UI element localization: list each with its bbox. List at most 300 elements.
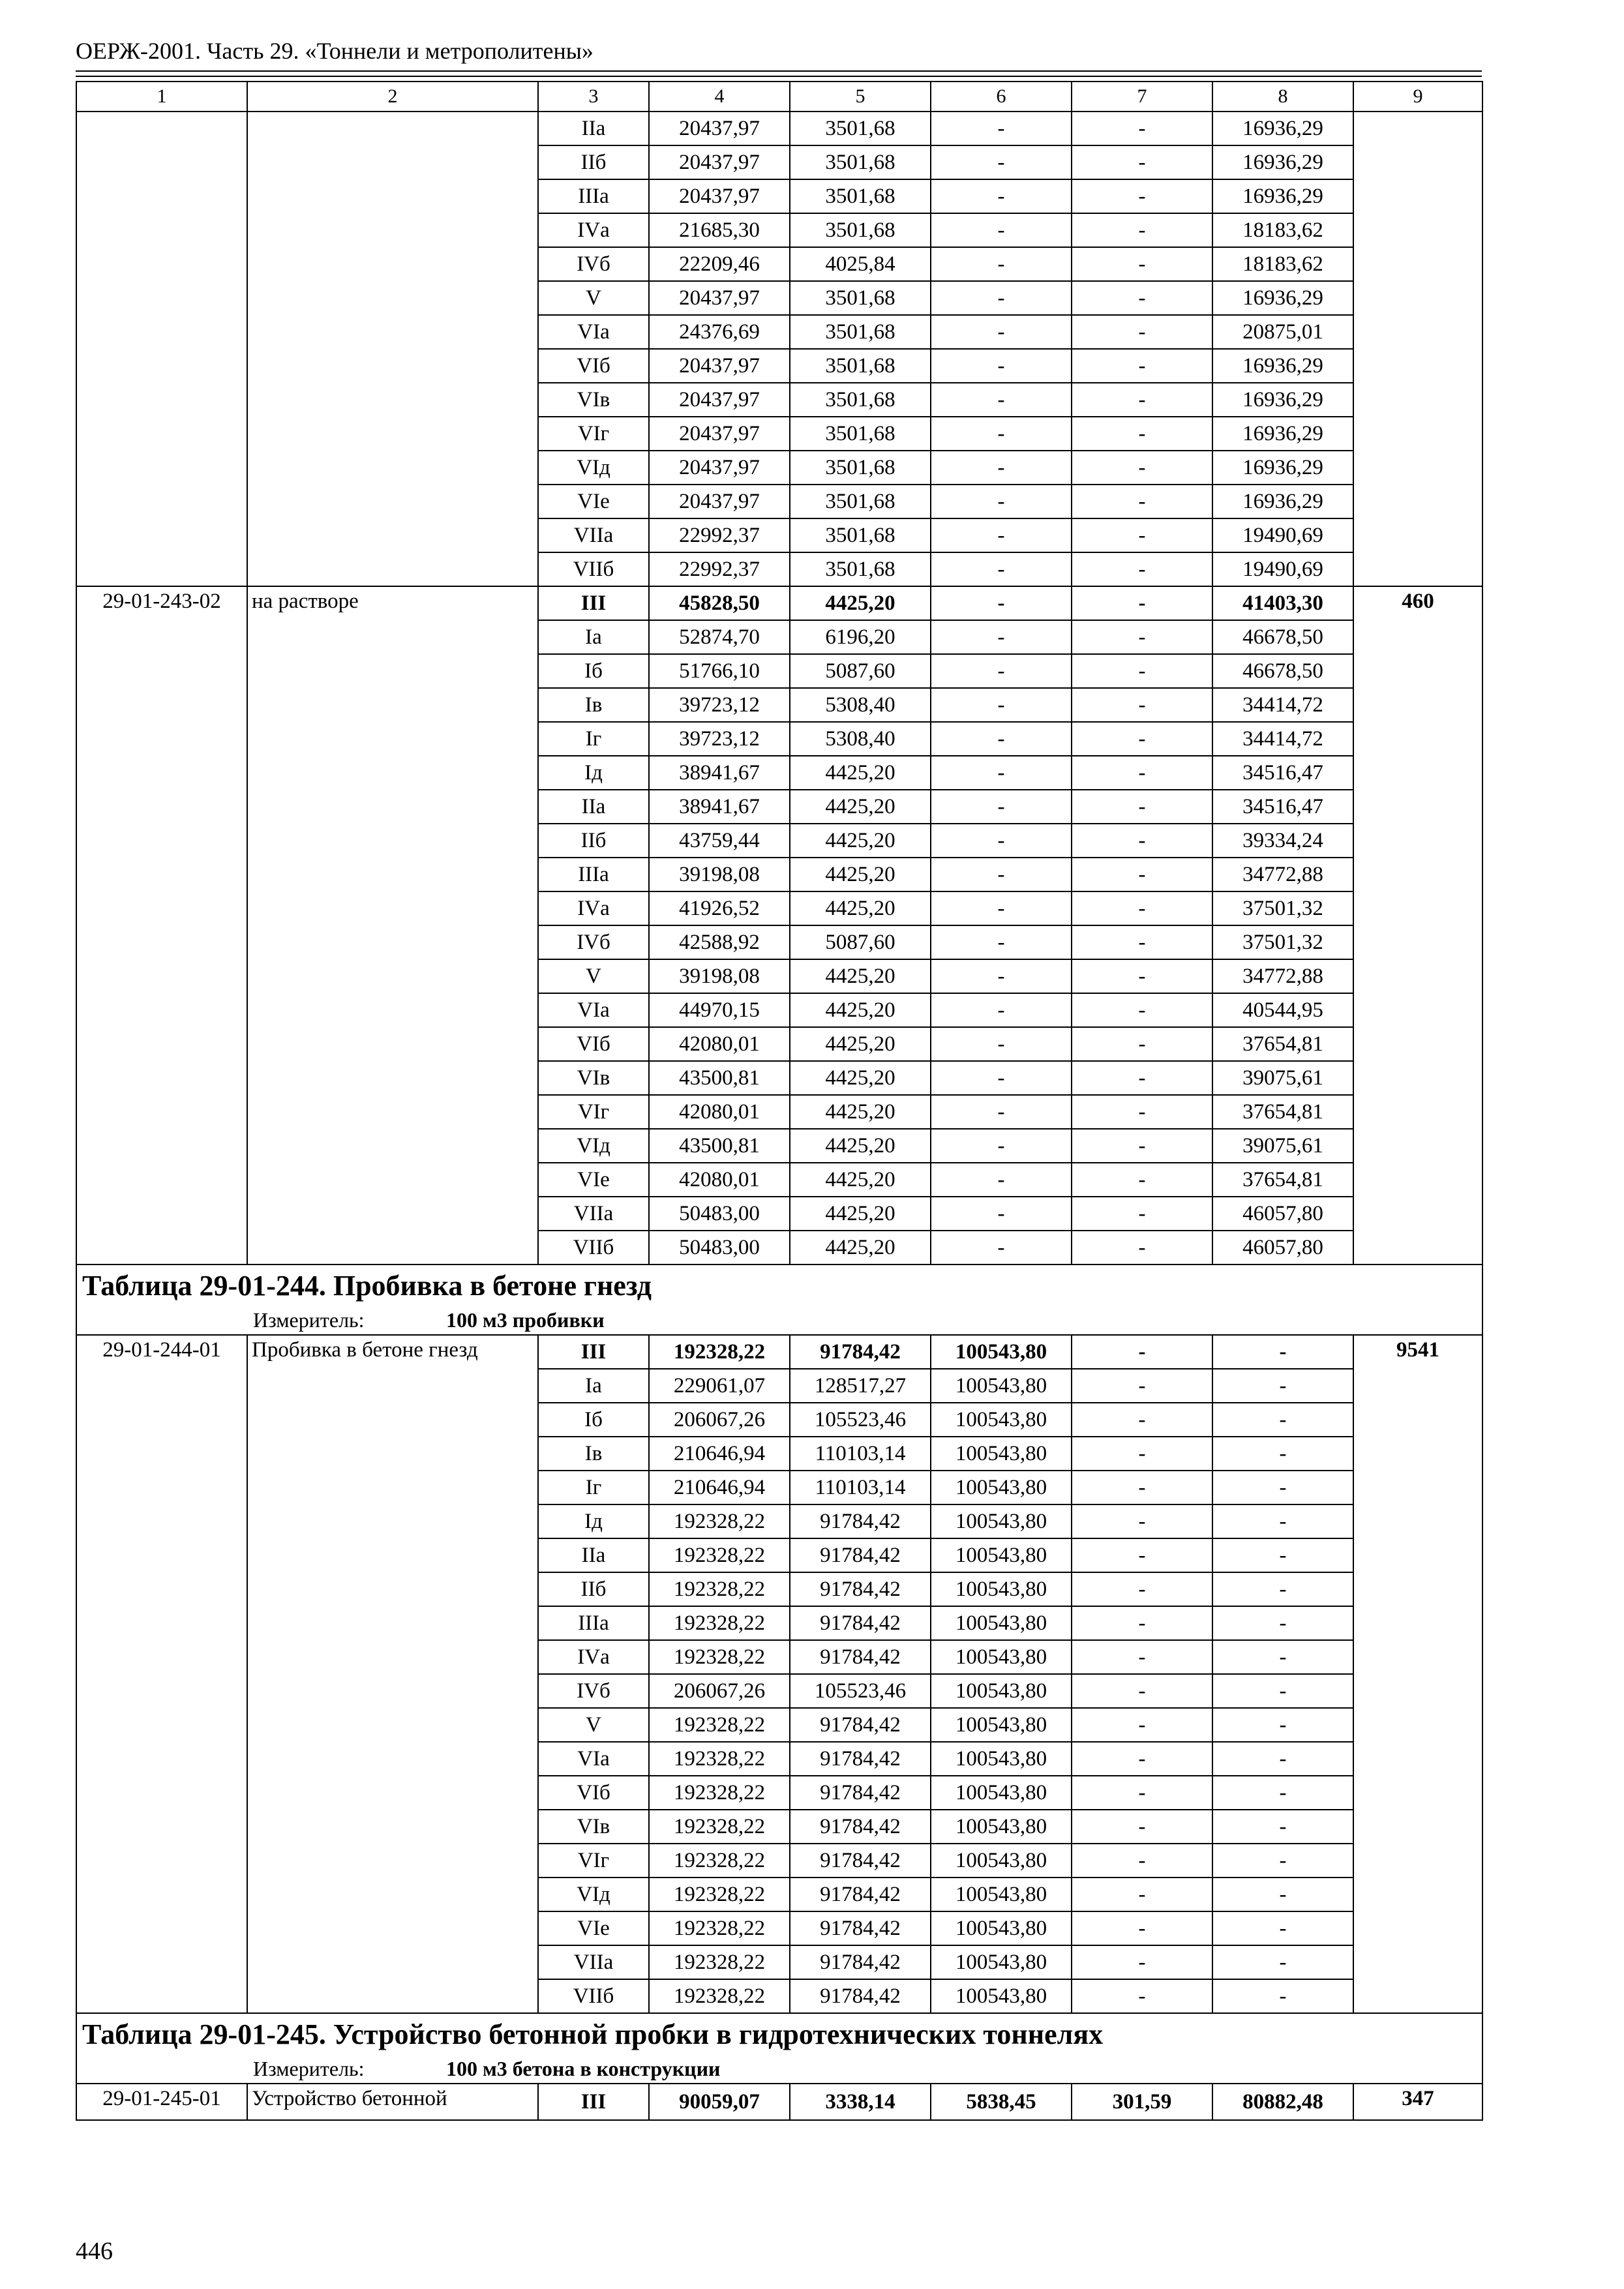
value-cell: 91784,42 xyxy=(790,1878,931,1911)
value-cell: - xyxy=(1072,1810,1212,1844)
value-cell: - xyxy=(1072,552,1212,586)
value-cell: - xyxy=(1072,112,1212,145)
value-cell: - xyxy=(1072,891,1212,925)
value-cell: 100543,80 xyxy=(931,1742,1072,1776)
page-number: 446 xyxy=(76,2237,113,2265)
rate-description: Пробивка в бетоне гнезд xyxy=(247,1335,538,2013)
labor-cost: 9541 xyxy=(1353,1335,1482,2013)
value-cell: 41403,30 xyxy=(1212,586,1353,620)
value-cell: - xyxy=(1072,451,1212,485)
value-cell: 46057,80 xyxy=(1212,1197,1353,1231)
value-cell: 20437,97 xyxy=(649,179,790,213)
table-title-row xyxy=(76,2013,1482,2054)
value-cell: - xyxy=(931,1129,1072,1163)
value-cell: 100543,80 xyxy=(931,1369,1072,1403)
value-cell: 3501,68 xyxy=(790,485,931,518)
value-cell: 34516,47 xyxy=(1212,790,1353,824)
zone-cell: IVа xyxy=(538,1640,649,1674)
value-cell: 91784,42 xyxy=(790,1606,931,1640)
value-cell: 192328,22 xyxy=(649,1504,790,1538)
measure-label: Измеритель: xyxy=(253,2056,365,2080)
value-cell: - xyxy=(1072,1742,1212,1776)
value-cell: 5308,40 xyxy=(790,722,931,756)
value-cell: - xyxy=(931,145,1072,179)
value-cell: 105523,46 xyxy=(790,1403,931,1437)
value-cell: 50483,00 xyxy=(649,1231,790,1264)
value-cell: 192328,22 xyxy=(649,1810,790,1844)
value-cell: 90059,07 xyxy=(649,2084,790,2120)
value-cell: - xyxy=(931,417,1072,451)
value-cell: 3501,68 xyxy=(790,213,931,247)
measure-label: Измеритель: xyxy=(253,1308,365,1332)
value-cell: 4025,84 xyxy=(790,247,931,281)
value-cell: 100543,80 xyxy=(931,1911,1072,1945)
value-cell: - xyxy=(1072,1674,1212,1708)
value-cell: 16936,29 xyxy=(1212,485,1353,518)
value-cell: 4425,20 xyxy=(790,993,931,1027)
zone-cell: VIд xyxy=(538,1878,649,1911)
value-cell: - xyxy=(931,179,1072,213)
value-cell: 37501,32 xyxy=(1212,891,1353,925)
value-cell: 18183,62 xyxy=(1212,213,1353,247)
measure-row xyxy=(76,1306,1482,1335)
value-cell: - xyxy=(1072,1061,1212,1095)
zone-cell: VIIа xyxy=(538,1945,649,1979)
value-cell: - xyxy=(1212,1742,1353,1776)
value-cell: 39723,12 xyxy=(649,722,790,756)
rate-code: 29-01-243-02 xyxy=(76,586,247,1264)
value-cell: - xyxy=(1212,1403,1353,1437)
value-cell: 3501,68 xyxy=(790,145,931,179)
value-cell: 16936,29 xyxy=(1212,281,1353,315)
labor-cost: 347 xyxy=(1353,2084,1482,2120)
value-cell: - xyxy=(1072,145,1212,179)
value-cell: - xyxy=(931,756,1072,790)
zone-cell: IIIа xyxy=(538,1606,649,1640)
value-cell: - xyxy=(931,112,1072,145)
value-cell: - xyxy=(931,518,1072,552)
zone-cell: VIIб xyxy=(538,552,649,586)
value-cell: 38941,67 xyxy=(649,756,790,790)
value-cell: 301,59 xyxy=(1072,2084,1212,2120)
value-cell: - xyxy=(1072,1979,1212,2013)
value-cell: 5308,40 xyxy=(790,688,931,722)
value-cell: 46057,80 xyxy=(1212,1231,1353,1264)
value-cell: 20437,97 xyxy=(649,383,790,417)
value-cell: - xyxy=(1212,1810,1353,1844)
zone-cell: VIб xyxy=(538,1776,649,1810)
value-cell: 80882,48 xyxy=(1212,2084,1353,2120)
value-cell: 3501,68 xyxy=(790,451,931,485)
zone-cell: VIд xyxy=(538,451,649,485)
value-cell: 46678,50 xyxy=(1212,654,1353,688)
value-cell: - xyxy=(1072,1335,1212,1369)
value-cell: 192328,22 xyxy=(649,1606,790,1640)
column-number: 6 xyxy=(931,82,1072,112)
value-cell: 39334,24 xyxy=(1212,824,1353,858)
value-cell: - xyxy=(1072,790,1212,824)
value-cell: 43500,81 xyxy=(649,1061,790,1095)
value-cell: - xyxy=(1072,1095,1212,1129)
value-cell: 210646,94 xyxy=(649,1437,790,1471)
value-cell: 91784,42 xyxy=(790,1538,931,1572)
column-number: 9 xyxy=(1353,82,1482,112)
value-cell: 91784,42 xyxy=(790,1640,931,1674)
header-rule xyxy=(76,70,1482,72)
value-cell: 192328,22 xyxy=(649,1538,790,1572)
value-cell: - xyxy=(1072,383,1212,417)
value-cell: 91784,42 xyxy=(790,1979,931,2013)
value-cell: 4425,20 xyxy=(790,586,931,620)
value-cell: - xyxy=(1212,1945,1353,1979)
value-cell: 100543,80 xyxy=(931,1640,1072,1674)
value-cell: - xyxy=(1072,518,1212,552)
value-cell: 3501,68 xyxy=(790,383,931,417)
value-cell: - xyxy=(1072,1163,1212,1197)
value-cell: - xyxy=(1212,1776,1353,1810)
value-cell: - xyxy=(1072,485,1212,518)
value-cell: - xyxy=(1212,1878,1353,1911)
zone-cell: VIг xyxy=(538,1095,649,1129)
value-cell: - xyxy=(931,451,1072,485)
value-cell: 100543,80 xyxy=(931,1945,1072,1979)
value-cell: 4425,20 xyxy=(790,1061,931,1095)
value-cell: 91784,42 xyxy=(790,1776,931,1810)
value-cell: - xyxy=(1072,1027,1212,1061)
measure-unit: 100 м3 пробивки xyxy=(446,1308,605,1332)
value-cell: 39198,08 xyxy=(649,959,790,993)
value-cell: - xyxy=(931,654,1072,688)
value-cell: 16936,29 xyxy=(1212,417,1353,451)
zone-cell: IIа xyxy=(538,1538,649,1572)
value-cell: - xyxy=(931,552,1072,586)
rate-description: Устройство бетонной xyxy=(247,2084,538,2120)
zone-cell: VIг xyxy=(538,1844,649,1878)
value-cell: - xyxy=(1072,213,1212,247)
value-cell: - xyxy=(1072,925,1212,959)
value-cell: - xyxy=(1072,1878,1212,1911)
value-cell: 20437,97 xyxy=(649,349,790,383)
header-rule xyxy=(76,76,1482,77)
zone-cell: VIIа xyxy=(538,1197,649,1231)
zone-cell: VIв xyxy=(538,383,649,417)
zone-cell: Iг xyxy=(538,722,649,756)
value-cell: - xyxy=(1072,1197,1212,1231)
value-cell: 192328,22 xyxy=(649,1878,790,1911)
zone-cell: Iг xyxy=(538,1471,649,1504)
zone-cell: Iд xyxy=(538,1504,649,1538)
value-cell: 91784,42 xyxy=(790,1708,931,1742)
value-cell: - xyxy=(1072,349,1212,383)
value-cell: - xyxy=(1072,1437,1212,1471)
value-cell: - xyxy=(1072,1231,1212,1264)
value-cell: - xyxy=(1072,1369,1212,1403)
value-cell: 206067,26 xyxy=(649,1674,790,1708)
value-cell: 4425,20 xyxy=(790,1129,931,1163)
value-cell: 100543,80 xyxy=(931,1572,1072,1606)
value-cell: 91784,42 xyxy=(790,1810,931,1844)
measure-unit: 100 м3 бетона в конструкции xyxy=(446,2056,721,2080)
value-cell: 24376,69 xyxy=(649,315,790,349)
value-cell: 37654,81 xyxy=(1212,1095,1353,1129)
value-cell: 46678,50 xyxy=(1212,620,1353,654)
value-cell: 4425,20 xyxy=(790,891,931,925)
value-cell: 100543,80 xyxy=(931,1437,1072,1471)
value-cell: - xyxy=(931,824,1072,858)
zone-cell: Iа xyxy=(538,1369,649,1403)
value-cell: - xyxy=(1072,315,1212,349)
value-cell: 22992,37 xyxy=(649,552,790,586)
value-cell: 20437,97 xyxy=(649,451,790,485)
zone-cell: IIIа xyxy=(538,858,649,891)
value-cell: 4425,20 xyxy=(790,790,931,824)
measure-cell xyxy=(76,2054,1482,2084)
zone-cell: VIб xyxy=(538,1027,649,1061)
value-cell: 4425,20 xyxy=(790,1027,931,1061)
value-cell: - xyxy=(1072,1844,1212,1878)
value-cell: 91784,42 xyxy=(790,1844,931,1878)
measure-row xyxy=(76,2054,1482,2084)
value-cell: 37654,81 xyxy=(1212,1027,1353,1061)
value-cell: - xyxy=(1072,993,1212,1027)
value-cell: 39075,61 xyxy=(1212,1129,1353,1163)
value-cell: 3501,68 xyxy=(790,281,931,315)
value-cell: 100543,80 xyxy=(931,1538,1072,1572)
table-row xyxy=(76,112,1482,145)
value-cell: - xyxy=(1072,1911,1212,1945)
value-cell: - xyxy=(1072,1403,1212,1437)
value-cell: 210646,94 xyxy=(649,1471,790,1504)
column-number: 5 xyxy=(790,82,931,112)
value-cell: 192328,22 xyxy=(649,1335,790,1369)
column-number: 4 xyxy=(649,82,790,112)
value-cell: - xyxy=(1072,179,1212,213)
value-cell: 42588,92 xyxy=(649,925,790,959)
zone-cell: IVб xyxy=(538,925,649,959)
value-cell: 41926,52 xyxy=(649,891,790,925)
value-cell: 4425,20 xyxy=(790,1095,931,1129)
zone-cell: Iб xyxy=(538,654,649,688)
value-cell: - xyxy=(931,858,1072,891)
value-cell: 34516,47 xyxy=(1212,756,1353,790)
zone-cell: V xyxy=(538,1708,649,1742)
table-row xyxy=(76,1335,1482,1369)
value-cell: 100543,80 xyxy=(931,1979,1072,2013)
value-cell: - xyxy=(1072,1776,1212,1810)
value-cell: - xyxy=(1072,281,1212,315)
zone-cell: III xyxy=(538,1335,649,1369)
value-cell: - xyxy=(1072,620,1212,654)
value-cell: 42080,01 xyxy=(649,1027,790,1061)
value-cell: 21685,30 xyxy=(649,213,790,247)
value-cell: 100543,80 xyxy=(931,1606,1072,1640)
value-cell: 128517,27 xyxy=(790,1369,931,1403)
value-cell: 100543,80 xyxy=(931,1403,1072,1437)
value-cell: 105523,46 xyxy=(790,1674,931,1708)
column-number: 8 xyxy=(1212,82,1353,112)
value-cell: 22209,46 xyxy=(649,247,790,281)
zone-cell: VIа xyxy=(538,1742,649,1776)
zone-cell: Iд xyxy=(538,756,649,790)
rate-code: 29-01-245-01 xyxy=(76,2084,247,2120)
zone-cell: VIд xyxy=(538,1129,649,1163)
value-cell: - xyxy=(1072,1606,1212,1640)
value-cell: 20437,97 xyxy=(649,485,790,518)
column-number: 2 xyxy=(247,82,538,112)
value-cell: - xyxy=(931,1163,1072,1197)
value-cell: - xyxy=(931,891,1072,925)
value-cell: - xyxy=(1072,688,1212,722)
value-cell: - xyxy=(1072,1640,1212,1674)
value-cell: - xyxy=(931,959,1072,993)
value-cell: - xyxy=(1212,1979,1353,2013)
value-cell: 206067,26 xyxy=(649,1403,790,1437)
zone-cell: VIе xyxy=(538,485,649,518)
value-cell: 39198,08 xyxy=(649,858,790,891)
value-cell: 20437,97 xyxy=(649,145,790,179)
value-cell: - xyxy=(1212,1708,1353,1742)
zone-cell: VIа xyxy=(538,315,649,349)
value-cell: 100543,80 xyxy=(931,1674,1072,1708)
value-cell: 3501,68 xyxy=(790,518,931,552)
value-cell: 91784,42 xyxy=(790,1945,931,1979)
rate-code xyxy=(76,112,247,586)
value-cell: - xyxy=(1072,824,1212,858)
value-cell: 16936,29 xyxy=(1212,383,1353,417)
value-cell: 100543,80 xyxy=(931,1878,1072,1911)
value-cell: 5087,60 xyxy=(790,654,931,688)
value-cell: - xyxy=(931,1027,1072,1061)
value-cell: - xyxy=(931,620,1072,654)
rate-description xyxy=(247,112,538,586)
value-cell: - xyxy=(931,315,1072,349)
value-cell: 37654,81 xyxy=(1212,1163,1353,1197)
value-cell: 22992,37 xyxy=(649,518,790,552)
zone-cell: Iв xyxy=(538,688,649,722)
value-cell: 192328,22 xyxy=(649,1911,790,1945)
value-cell: 5087,60 xyxy=(790,925,931,959)
value-cell: 45828,50 xyxy=(649,586,790,620)
value-cell: 100543,80 xyxy=(931,1844,1072,1878)
value-cell: - xyxy=(931,1231,1072,1264)
zone-cell: IIIа xyxy=(538,179,649,213)
column-number: 7 xyxy=(1072,82,1212,112)
value-cell: - xyxy=(1212,1538,1353,1572)
value-cell: 34772,88 xyxy=(1212,858,1353,891)
value-cell: 4425,20 xyxy=(790,959,931,993)
value-cell: 3501,68 xyxy=(790,315,931,349)
value-cell: - xyxy=(1072,586,1212,620)
page-header: ОЕРЖ-2001. Часть 29. «Тоннели и метрополитены» xyxy=(76,38,594,64)
rate-description: на растворе xyxy=(247,586,538,1264)
value-cell: 20437,97 xyxy=(649,112,790,145)
zone-cell: VIб xyxy=(538,349,649,383)
value-cell: - xyxy=(1072,756,1212,790)
value-cell: - xyxy=(1212,1606,1353,1640)
value-cell: 16936,29 xyxy=(1212,451,1353,485)
value-cell: 110103,14 xyxy=(790,1471,931,1504)
value-cell: - xyxy=(1212,1335,1353,1369)
zone-cell: IIб xyxy=(538,145,649,179)
value-cell: - xyxy=(1072,722,1212,756)
labor-cost xyxy=(1353,112,1482,586)
value-cell: 100543,80 xyxy=(931,1335,1072,1369)
table-title: Таблица 29-01-245. Устройство бетонной пробки в гидротехнических тоннелях xyxy=(76,2013,1482,2054)
value-cell: 6196,20 xyxy=(790,620,931,654)
value-cell: 19490,69 xyxy=(1212,518,1353,552)
value-cell: 51766,10 xyxy=(649,654,790,688)
value-cell: 192328,22 xyxy=(649,1844,790,1878)
value-cell: 3501,68 xyxy=(790,179,931,213)
value-cell: - xyxy=(931,688,1072,722)
value-cell: 4425,20 xyxy=(790,824,931,858)
column-number: 1 xyxy=(76,82,247,112)
value-cell: 192328,22 xyxy=(649,1640,790,1674)
value-cell: - xyxy=(931,993,1072,1027)
zone-cell: VIIа xyxy=(538,518,649,552)
value-cell: - xyxy=(1212,1844,1353,1878)
value-cell: - xyxy=(1072,1572,1212,1606)
value-cell: - xyxy=(1212,1674,1353,1708)
table-title-row xyxy=(76,1264,1482,1306)
value-cell: 4425,20 xyxy=(790,858,931,891)
value-cell: - xyxy=(1072,858,1212,891)
value-cell: 229061,07 xyxy=(649,1369,790,1403)
zone-cell: VIIб xyxy=(538,1979,649,2013)
value-cell: - xyxy=(931,1197,1072,1231)
value-cell: 3501,68 xyxy=(790,349,931,383)
value-cell: 4425,20 xyxy=(790,1197,931,1231)
value-cell: 3338,14 xyxy=(790,2084,931,2120)
value-cell: - xyxy=(1212,1911,1353,1945)
value-cell: 192328,22 xyxy=(649,1742,790,1776)
value-cell: 100543,80 xyxy=(931,1810,1072,1844)
value-cell: 5838,45 xyxy=(931,2084,1072,2120)
value-cell: - xyxy=(1072,1471,1212,1504)
value-cell: 20437,97 xyxy=(649,417,790,451)
value-cell: - xyxy=(931,925,1072,959)
zone-cell: IIа xyxy=(538,790,649,824)
zone-cell: IVа xyxy=(538,213,649,247)
value-cell: 40544,95 xyxy=(1212,993,1353,1027)
value-cell: 192328,22 xyxy=(649,1572,790,1606)
value-cell: - xyxy=(931,722,1072,756)
value-cell: - xyxy=(1072,959,1212,993)
zone-cell: VIIб xyxy=(538,1231,649,1264)
value-cell: 100543,80 xyxy=(931,1504,1072,1538)
value-cell: - xyxy=(931,281,1072,315)
zone-cell: VIе xyxy=(538,1911,649,1945)
value-cell: 19490,69 xyxy=(1212,552,1353,586)
value-cell: 110103,14 xyxy=(790,1437,931,1471)
value-cell: - xyxy=(1212,1369,1353,1403)
table-row xyxy=(76,586,1482,620)
value-cell: 100543,80 xyxy=(931,1708,1072,1742)
value-cell: 50483,00 xyxy=(649,1197,790,1231)
value-cell: - xyxy=(931,383,1072,417)
zone-cell: IVа xyxy=(538,891,649,925)
value-cell: 16936,29 xyxy=(1212,349,1353,383)
value-cell: 42080,01 xyxy=(649,1163,790,1197)
zone-cell: VIа xyxy=(538,993,649,1027)
value-cell: 4425,20 xyxy=(790,756,931,790)
price-table xyxy=(76,81,1483,2121)
labor-cost: 460 xyxy=(1353,586,1482,1264)
value-cell: 4425,20 xyxy=(790,1231,931,1264)
value-cell: 100543,80 xyxy=(931,1471,1072,1504)
value-cell: 52874,70 xyxy=(649,620,790,654)
value-cell: - xyxy=(1212,1504,1353,1538)
